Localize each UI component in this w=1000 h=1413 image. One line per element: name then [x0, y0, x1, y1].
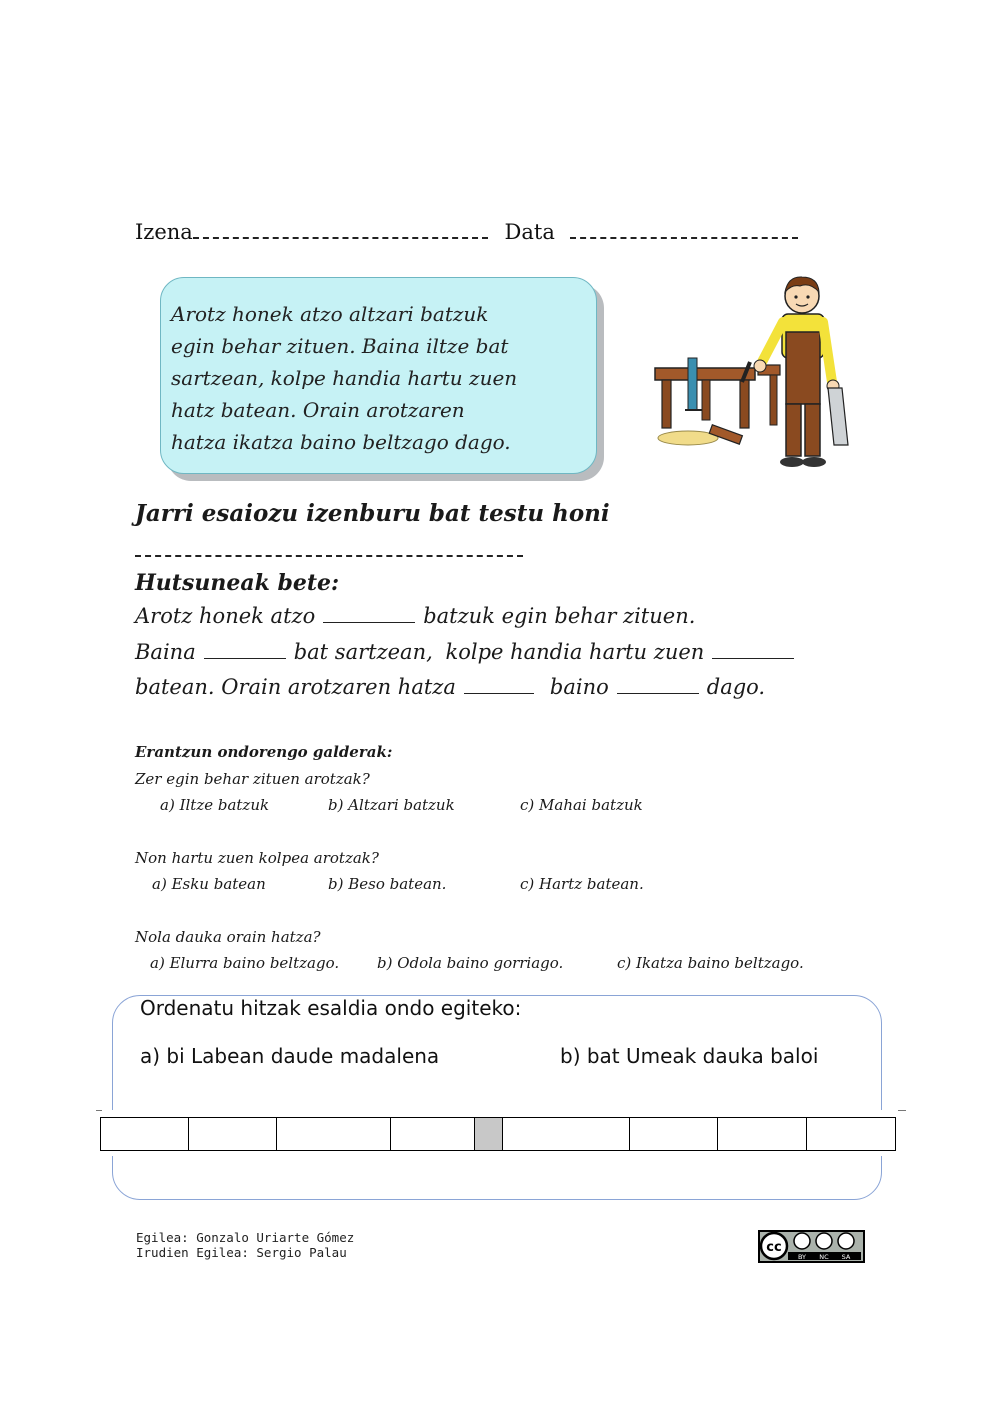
- sa-icon: [838, 1233, 854, 1249]
- fill-text: batean. Orain arotzaren hatza: [135, 675, 456, 699]
- story-line: hatz batean. Orain arotzaren: [171, 398, 465, 422]
- fill-blank-input[interactable]: [204, 642, 286, 659]
- images-author-credit: Irudien Egilea: Sergio Palau: [136, 1245, 347, 1260]
- question-2: Non hartu zuen kolpea arotzak?: [135, 849, 379, 867]
- date-field[interactable]: [570, 236, 798, 239]
- word-slot-input[interactable]: [276, 1117, 390, 1151]
- answer-option[interactable]: b) Beso batean.: [328, 875, 447, 893]
- fill-text: bat sartzean,: [293, 640, 433, 664]
- name-field[interactable]: [193, 236, 488, 239]
- word-slot-input[interactable]: [100, 1117, 188, 1151]
- row-divider: [96, 1110, 102, 1111]
- ordering-box: [112, 995, 882, 1200]
- carpenter-illustration: [650, 270, 855, 475]
- fill-blank-input[interactable]: [617, 677, 699, 694]
- story-line: egin behar zituen. Baina iltze bat: [171, 334, 509, 358]
- story-box: [160, 277, 597, 474]
- title-answer-field[interactable]: [135, 555, 523, 557]
- story-text: [171, 298, 591, 458]
- ordering-instruction: Ordenatu hitzak esaldia ondo egiteko:: [140, 996, 522, 1020]
- word-order-row: [100, 1117, 896, 1151]
- fill-line-1: [135, 604, 695, 628]
- name-label: Izena: [135, 220, 193, 244]
- fill-text: dago.: [706, 675, 766, 699]
- fill-line-3: [135, 675, 765, 699]
- questions-heading: Erantzun ondorengo galderak:: [135, 743, 393, 761]
- ordering-item-b: b) bat Umeak dauka baloi: [560, 1044, 819, 1068]
- question-3: Nola dauka orain hatza?: [135, 928, 321, 946]
- fill-blank-input[interactable]: [464, 677, 534, 694]
- by-icon: [794, 1233, 810, 1249]
- nc-icon: [816, 1233, 832, 1249]
- fill-line-2: [135, 640, 802, 664]
- row-separator-cell: [474, 1117, 502, 1151]
- question-1: Zer egin behar zituen arotzak?: [135, 770, 370, 788]
- word-slot-input[interactable]: [629, 1117, 717, 1151]
- row-divider: [898, 1110, 906, 1111]
- fill-text: batzuk egin behar zituen.: [423, 604, 696, 628]
- ordering-item-a: a) bi Labean daude madalena: [140, 1044, 440, 1068]
- story-line: Arotz honek atzo altzari batzuk: [171, 302, 489, 326]
- word-slot-input[interactable]: [717, 1117, 806, 1151]
- fill-text: Arotz honek atzo: [135, 604, 316, 628]
- title-instruction: Jarri esaiozu izenburu bat testu honi: [135, 500, 610, 527]
- fill-text: kolpe handia hartu zuen: [445, 640, 705, 664]
- nc-label: NC: [819, 1253, 829, 1261]
- story-line: sartzean, kolpe handia hartu zuen: [171, 366, 518, 390]
- word-slot-input[interactable]: [390, 1117, 474, 1151]
- answer-option[interactable]: a) Elurra baino beltzago.: [150, 954, 340, 972]
- fill-text: Baina: [135, 640, 196, 664]
- author-credit: Egilea: Gonzalo Uriarte Gómez: [136, 1230, 355, 1245]
- answer-option[interactable]: c) Hartz batean.: [520, 875, 644, 893]
- by-label: BY: [797, 1253, 807, 1261]
- word-slot-input[interactable]: [188, 1117, 276, 1151]
- word-slot-input[interactable]: [806, 1117, 896, 1151]
- cc-text: cc: [766, 1240, 782, 1255]
- answer-option[interactable]: c) Mahai batzuk: [520, 796, 643, 814]
- fill-blank-input[interactable]: [712, 642, 794, 659]
- fill-blank-input[interactable]: [323, 606, 415, 623]
- credits: [136, 1230, 354, 1260]
- sa-label: SA: [841, 1253, 851, 1261]
- answer-option[interactable]: b) Odola baino gorriago.: [377, 954, 564, 972]
- story-line: hatza ikatza baino beltzago dago.: [171, 430, 511, 454]
- answer-option[interactable]: c) Ikatza baino beltzago.: [617, 954, 804, 972]
- name-date-header: [135, 220, 795, 250]
- answer-option[interactable]: a) Esku batean: [152, 875, 266, 893]
- fill-heading: Hutsuneak bete:: [135, 570, 340, 596]
- fill-text: baino: [549, 675, 609, 699]
- cc-license-badge[interactable]: [758, 1230, 865, 1263]
- word-slot-input[interactable]: [502, 1117, 629, 1151]
- date-label: Data: [504, 220, 555, 244]
- answer-option[interactable]: a) Iltze batzuk: [160, 796, 270, 814]
- answer-option[interactable]: b) Altzari batzuk: [328, 796, 455, 814]
